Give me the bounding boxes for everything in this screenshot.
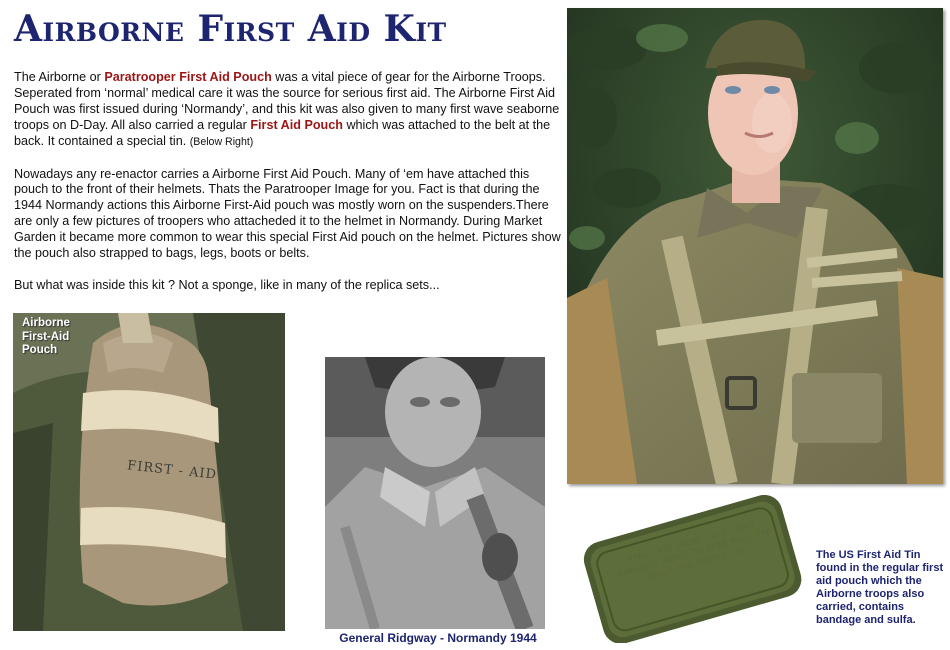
intro-text-2: was a vital piece of gear for the Airborne Troops. Seperated from ‘normal’ medical care it was the source for serious first aid. The Airborne First Aid Pouch was first issued during ‘Normandy’, and this kit was also given to many first wave seaborne troops on D-Day. All also carried a regular [14,70,560,132]
general-ridgway-photo [325,357,545,629]
article-body [14,70,562,310]
page-title: Airborne First Aid Kit [14,8,447,50]
ridgway-caption: General Ridgway - Normandy 1944 [339,631,537,645]
paragraph-question: But what was inside this kit ? Not a sponge, like in many of the replica sets... [14,277,440,292]
intro-text-3: which was attached to the belt at the back. It contained a special tin. [14,117,551,148]
intro-text-1: The Airborne or [14,70,105,84]
tin-caption: The US First Aid Tin found in the regular first aid pouch which the Airborne troops also carried, contains bandage and sulfa. [816,549,944,626]
pouch-stamp-text: FIRST - AID [126,458,218,483]
tin-embossed-text: FIRST AID PACKET U.S. GOVT CARLISLE MODEL TO OPEN PULL TAB HANDY PAD SUPPLY CO. [617,519,773,583]
paratrooper-pouch-highlight: Paratrooper First Aid Pouch [104,70,272,84]
below-right-note: (Below Right) [189,135,254,148]
first-aid-tin-photo [580,495,805,643]
paragraph-intro [14,70,562,151]
first-aid-pouch-highlight: First Aid Pouch [250,117,343,132]
airborne-pouch-photo [13,313,285,631]
paragraph-reenactor: Nowadays any re-enactor carries a Airborne First Aid Pouch. Many of ‘em have attached this pouch to the front of their helmets. Thats the Paratrooper Image for you. Fact is that during the 1944 Normandy actions this Airborne First-Aid pouch was mostly worn on the suspenders.There are only a few pictures of troopers who attacheded it to the helmet in Normandy. During Market Garden it became more common to wear this special First Aid pouch on the helmet. Pictures show the pouch also strapped to bags, legs, boots or belts. [14,166,561,261]
paratrooper-mannequin-photo [567,8,943,484]
pouch-photo-label: Airborne First-Aid Pouch [22,317,70,356]
